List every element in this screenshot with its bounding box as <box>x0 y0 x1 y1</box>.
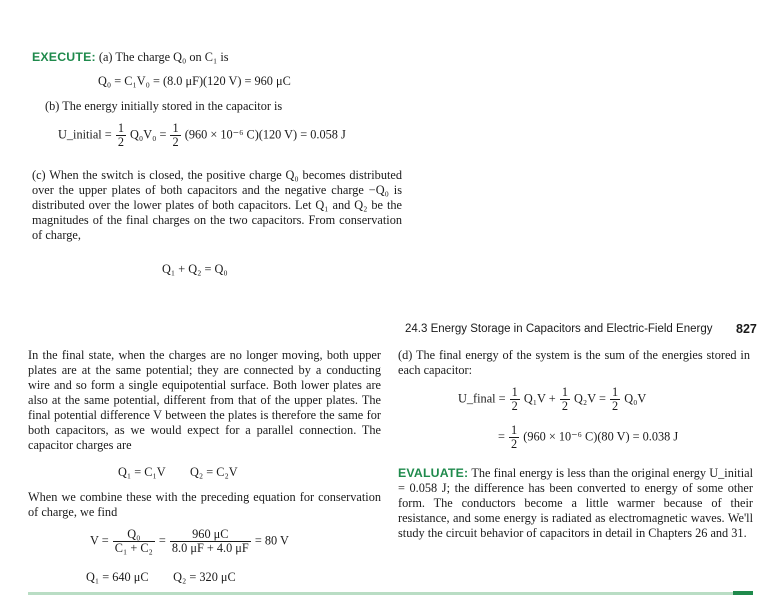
left-paragraph-1: In the final state, when the charges are no longer moving, both upper plates are at the same potential; they are connected by a conducting wire and so form a single equipotential surface. Both lower plates are also at the same potential, different from that of the upper plates. The final potential difference V between the plates is therefore the same for both capacitors, as we would expect for a parallel connection. The capacitor charges are <box>28 348 381 452</box>
u-initial-rhs: (960 × 10⁻⁶ C)(120 V) = 0.058 J <box>184 127 346 142</box>
equation-final-charges: Q₁ = 640 μC Q₂ = 320 μC <box>86 570 236 584</box>
execute-line-a <box>32 50 442 65</box>
right-d-paragraph: (d) The final energy of the system is the sum of the energies stored in each capacitor: <box>398 348 750 377</box>
fraction-q0-over-c: $\frac{\text{Q₀}}{\text{C₁ + C₂}}$ <box>114 527 153 555</box>
fraction-half-2: $\frac{1}{2}$ <box>172 121 179 149</box>
voltage-equals: = <box>158 533 166 548</box>
bottom-accent-bar <box>733 591 753 595</box>
execute-c-paragraph: (c) When the switch is closed, the positive charge Q₀ becomes distributed over the upper plates of both capacitors and the negative charge −Q₀ is distributed over the lower plates of both capacitors. Let Q₁ and Q₂ be the magnitudes of the final charges on the two capacitors. From conservation of charge, <box>32 168 402 242</box>
fraction-half-a: $\frac{1}{2}$ <box>511 385 518 413</box>
execute-label: EXECUTE: <box>32 50 96 64</box>
fraction-half-c: $\frac{1}{2}$ <box>611 385 619 413</box>
equation-final-voltage <box>90 528 289 555</box>
page-number: 827 <box>736 322 757 336</box>
execute-a-text: (a) The charge Q₀ on C₁ is <box>98 50 229 64</box>
fraction-half-b: $\frac{1}{2}$ <box>561 385 568 413</box>
equation-u-initial <box>58 122 346 149</box>
section-header: 24.3 Energy Storage in Capacitors and Electric-Field Energy <box>405 323 713 335</box>
evaluate-label: EVALUATE: <box>398 466 469 480</box>
voltage-rhs: = 80 V <box>254 533 289 548</box>
evaluate-text: The final energy is less than the original energy U_initial = 0.058 J; the difference has been converted to energy of some other form. The conductors become a little warmer because of their resistance, and some energy is radiated as electromagnetic waves. We'll study the circuit behavior of capacitors in detail in Chapters 26 and 31. <box>398 466 753 540</box>
equation-u-final: U_final = $\frac{1}{2}$ Q₁V + $\frac{1}{2}$ Q₂V = $\frac{1}{2}$ Q₀V <box>458 385 647 413</box>
u-initial-lhs: U_initial = <box>58 127 112 142</box>
evaluate-paragraph <box>398 466 753 541</box>
bottom-divider <box>28 592 733 595</box>
execute-b-text: (b) The energy initially stored in the capacitor is <box>45 99 283 113</box>
equation-u-final-numeric: = $\frac{1}{2}$ (960 × 10⁻⁶ C)(80 V) = 0.038 J <box>498 423 679 451</box>
equation-conservation: Q₁ + Q₂ = Q₀ <box>162 262 228 276</box>
equation-capacitor-charges: Q₁ = C₁V Q₂ = C₂V <box>118 465 238 479</box>
left-paragraph-2: When we combine these with the preceding equation for conservation of charge, we find <box>28 490 381 519</box>
fraction-numeric: $\frac{960 \mu C}{8.0 \mu F + 4.0 \mu F}$ <box>171 527 249 555</box>
u-final-lhs: U_final = <box>458 391 506 406</box>
fraction-half-d: $\frac{1}{2}$ <box>511 423 518 451</box>
voltage-lhs: V = <box>90 533 109 548</box>
fraction-half-1: $\frac{1}{2}$ <box>117 121 124 149</box>
u-initial-mid: Q₀V₀ = <box>130 127 167 142</box>
equation-q0: Q₀ = C₁V₀ = (8.0 μF)(120 V) = 960 μC <box>98 74 291 88</box>
